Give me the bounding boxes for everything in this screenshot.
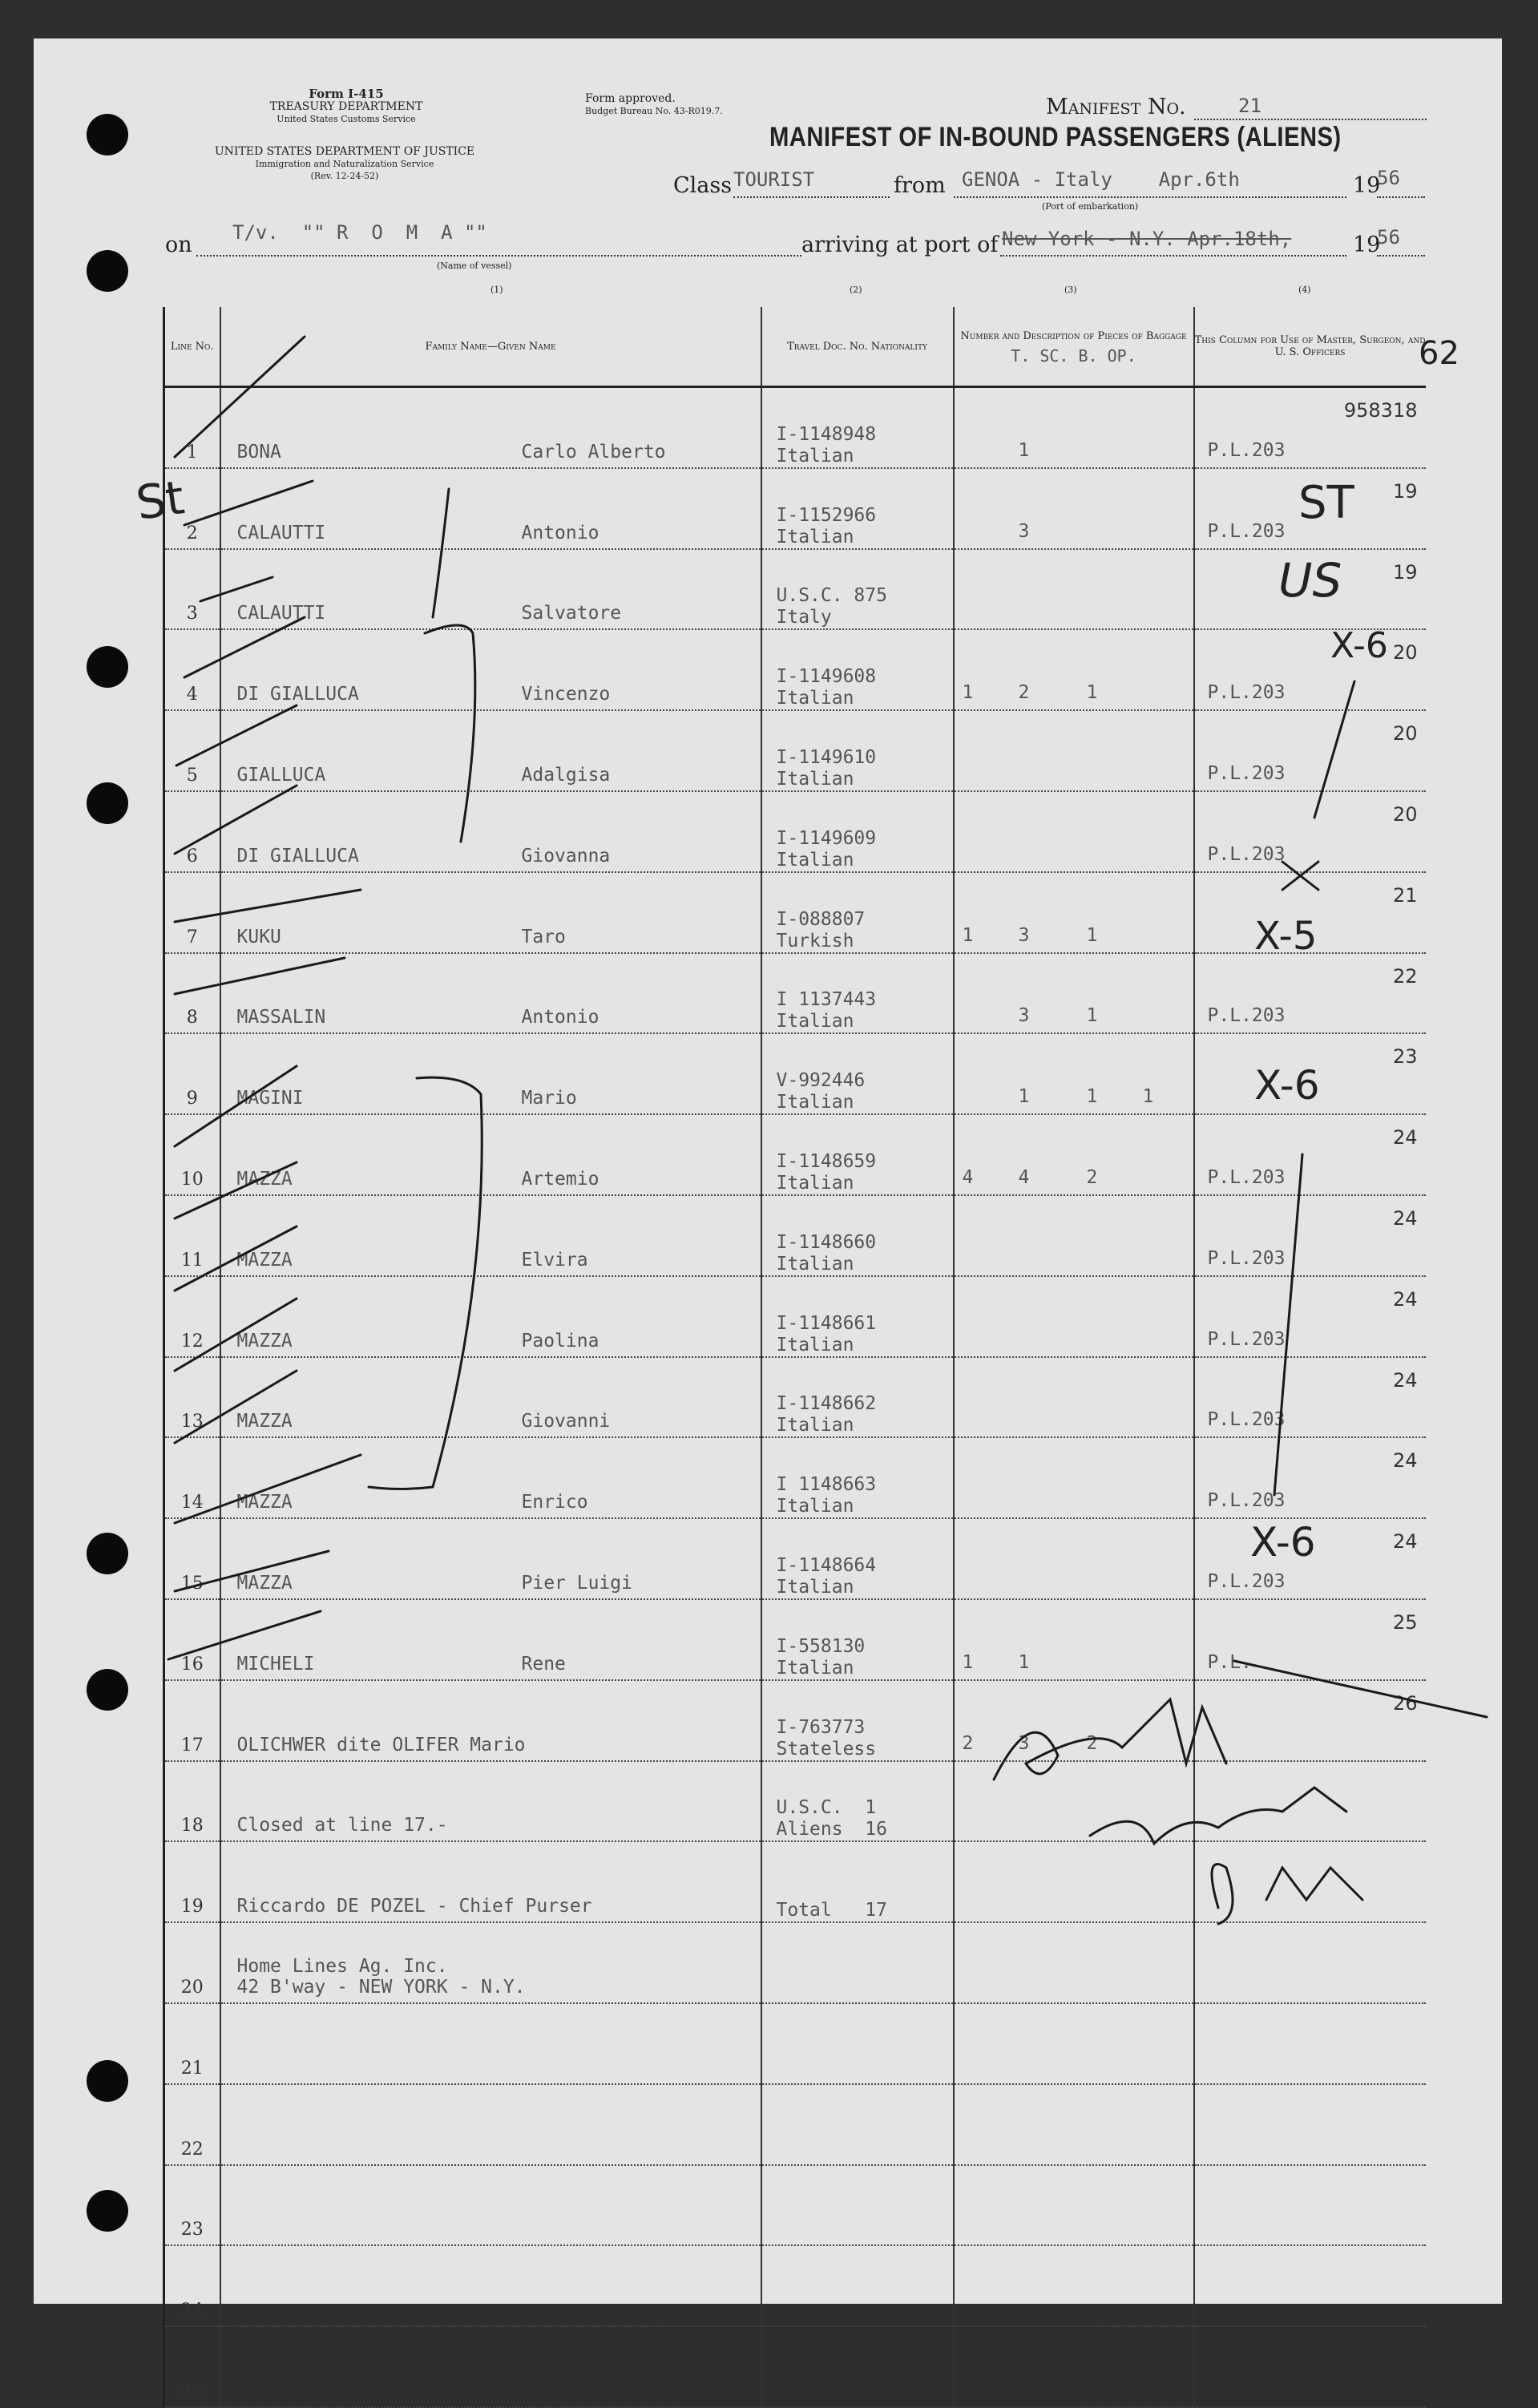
- justice-dept: UNITED STATES DEPARTMENT OF JUSTICE: [214, 145, 475, 158]
- signature-3: [1212, 1865, 1362, 1924]
- officer-number: 20: [1392, 802, 1418, 826]
- line-number: 12: [164, 1276, 220, 1357]
- officer-number: 19: [1392, 479, 1418, 503]
- travel-doc-no: I-763773: [776, 1716, 866, 1738]
- travel-doc-no: U.S.C. 875: [776, 585, 887, 607]
- line-number: 18: [164, 1761, 220, 1842]
- baggage-count: 1: [1142, 1086, 1154, 1108]
- annotation-st-right: ST: [1298, 477, 1354, 529]
- public-law-note: P.L.203: [1207, 520, 1286, 542]
- vessel-name: T/v. "" R O M A "": [232, 221, 487, 244]
- given-name: Artemio: [521, 1168, 599, 1190]
- tick-line-15: [175, 1551, 329, 1591]
- annotation-st-left: St: [132, 470, 188, 531]
- given-name: Vincenzo: [521, 684, 611, 705]
- line-number: 16: [164, 1599, 220, 1680]
- nationality: Italian: [776, 849, 854, 871]
- public-law-note: P.L.203: [1207, 1409, 1286, 1431]
- baggage-count: 1: [1086, 1086, 1098, 1108]
- baggage-count: 1: [1086, 682, 1098, 704]
- line-number: 9: [164, 1033, 220, 1114]
- tick-line-10: [175, 1162, 297, 1218]
- public-law-note: P.L.203: [1207, 682, 1286, 704]
- travel-doc-no: I-1149609: [776, 827, 877, 849]
- line-number: 17: [164, 1680, 220, 1761]
- nationality: Italian: [776, 1657, 854, 1679]
- officer-number: 24: [1392, 1287, 1418, 1311]
- baggage-count: 3: [1018, 520, 1030, 542]
- baggage-count: 2: [962, 1732, 974, 1754]
- travel-doc-no: I-1148659: [776, 1150, 877, 1172]
- given-name: Salvatore: [521, 603, 622, 624]
- family-name: GIALLUCA: [236, 764, 326, 786]
- nationality: Italian: [776, 1334, 854, 1356]
- customs-service: United States Customs Service: [277, 114, 416, 124]
- nationality: Italian: [776, 1011, 854, 1032]
- line-number: 6: [164, 791, 220, 872]
- family-name: Home Lines Ag. Inc. 42 B'way - NEW YORK - N.Y.: [236, 1955, 526, 1998]
- family-name: MAZZA: [236, 1249, 293, 1271]
- family-name: DI GIALLUCA: [236, 684, 359, 705]
- travel-doc-no: I-088807: [776, 908, 866, 930]
- annotation-x-6-a: X-6: [1330, 625, 1388, 666]
- baggage-cell: [954, 2326, 1194, 2407]
- nationality: Italian: [776, 526, 854, 547]
- given-name: Giovanna: [521, 845, 611, 867]
- class-value: TOURIST: [733, 168, 815, 191]
- line-number: 11: [164, 1195, 220, 1276]
- nationality: Italian: [776, 1092, 854, 1113]
- doc-cell: [761, 2326, 954, 2407]
- stamp-line: [1234, 1661, 1487, 1717]
- nationality: Italian: [776, 1576, 854, 1598]
- travel-doc-no: I 1137443: [776, 989, 877, 1011]
- officer-number: 24: [1392, 1206, 1418, 1230]
- line-number: 4: [164, 629, 220, 710]
- given-name: Taro: [521, 926, 566, 947]
- tick-line-8: [175, 958, 345, 994]
- public-law-note: P.L.203: [1207, 439, 1286, 461]
- line-number: 21: [164, 2003, 220, 2084]
- nationality: Italian: [776, 445, 854, 467]
- family-name: MAZZA: [236, 1492, 293, 1513]
- officer-number: 24: [1392, 1449, 1418, 1473]
- family-name: KUKU: [236, 926, 281, 947]
- tick-line-13: [175, 1371, 297, 1443]
- nationality: Italy: [776, 607, 832, 628]
- on-label: on: [165, 232, 192, 257]
- given-name: Mario: [521, 1088, 577, 1109]
- public-law-note: P.L.203: [1207, 1328, 1286, 1350]
- travel-doc-no: I-1148661: [776, 1312, 877, 1334]
- public-law-note: P.L.203: [1207, 1570, 1286, 1592]
- port-of-arrival: New York - N.Y. Apr.18th,: [1002, 228, 1292, 250]
- name-cell: [220, 2326, 761, 2407]
- line-number: 14: [164, 1437, 220, 1518]
- nationality: Aliens 16: [776, 1819, 887, 1840]
- col-header-officers: This Column for Use of Master, Surgeon, and U. S. Officers: [1194, 307, 1426, 387]
- baggage-title: Number and Description of Pieces of Baggage: [960, 330, 1187, 342]
- baggage-count: 1: [1018, 1086, 1030, 1108]
- given-name: Giovanni: [521, 1411, 611, 1432]
- tick-line-5: [176, 705, 297, 766]
- baggage-count: 3: [1018, 1005, 1030, 1027]
- treasury-dept: TREASURY DEPARTMENT: [269, 100, 423, 113]
- travel-doc-no: I-1148660: [776, 1231, 877, 1253]
- public-law-note: P.L.: [1207, 1651, 1252, 1673]
- baggage-count: 2: [1086, 1166, 1098, 1188]
- line-number: 7: [164, 872, 220, 953]
- x-mark-path: [1282, 862, 1318, 890]
- page-number: 62: [1419, 335, 1459, 372]
- bracket-1: [433, 489, 449, 617]
- officer-number: 24: [1392, 1126, 1418, 1149]
- officer-number: 20: [1392, 641, 1418, 665]
- officer-number: 19: [1392, 560, 1418, 584]
- from-label: from: [894, 173, 946, 198]
- baggage-count: 4: [962, 1166, 974, 1188]
- travel-doc-no: I-1149610: [776, 746, 877, 768]
- travel-doc-no: I-1148662: [776, 1393, 877, 1415]
- officer-cell: [1194, 2326, 1426, 2407]
- baggage-count: 2: [1086, 1732, 1098, 1754]
- bracket-2: [425, 625, 475, 842]
- travel-doc-no: V-992446: [776, 1070, 866, 1092]
- officer-number: 24: [1392, 1530, 1418, 1553]
- arriving-label: arriving at port of: [801, 232, 999, 257]
- baggage-count: 2: [1018, 682, 1030, 704]
- officer-number: 22: [1392, 964, 1418, 988]
- family-name: MAZZA: [236, 1411, 293, 1432]
- travel-doc-no: I-1152966: [776, 504, 877, 526]
- form-revision: (Rev. 12-24-52): [310, 171, 379, 181]
- travel-doc-no: I-1149608: [776, 666, 877, 688]
- officer-number: 958318: [1343, 399, 1418, 422]
- baggage-subheads: T. SC. B. OP.: [1011, 346, 1136, 366]
- col-header-name: Family Name—Given Name: [220, 307, 761, 387]
- check-line-a: [1314, 681, 1354, 818]
- tick-line-3: [200, 577, 272, 601]
- family-name: Riccardo DE POZEL - Chief Purser: [236, 1896, 592, 1917]
- tick-line-7: [175, 890, 361, 922]
- given-name: Carlo Alberto: [521, 441, 666, 463]
- travel-doc-no: I-558130: [776, 1635, 866, 1657]
- annotation-x-6-b: X-6: [1254, 1062, 1320, 1109]
- port-of-embarkation: GENOA - Italy Apr.6th: [962, 168, 1240, 191]
- col-header-doc: Travel Doc. No. Nationality: [761, 307, 954, 387]
- year-prefix-2: 19: [1353, 232, 1381, 257]
- column-number-1: (1): [490, 285, 503, 295]
- given-name: Paolina: [521, 1330, 599, 1351]
- tick-line-2: [184, 481, 313, 525]
- family-name: OLICHWER dite OLIFER Mario: [236, 1734, 526, 1755]
- line-number: 5: [164, 710, 220, 791]
- signature-1: [994, 1699, 1226, 1780]
- nationality: Total 17: [776, 1900, 887, 1921]
- family-name: MAGINI: [236, 1088, 304, 1109]
- line-number: 24: [164, 2245, 220, 2326]
- column-number-4: (4): [1298, 285, 1311, 295]
- line-number: 19: [164, 1841, 220, 1922]
- tick-line-9: [175, 1066, 297, 1146]
- baggage-count: 1: [962, 1651, 974, 1673]
- nationality: Italian: [776, 688, 854, 709]
- officer-number: 20: [1392, 722, 1418, 745]
- public-law-note: P.L.203: [1207, 762, 1286, 784]
- nationality: Turkish: [776, 930, 854, 951]
- officer-number: 24: [1392, 1368, 1418, 1392]
- baggage-count: 1: [1086, 924, 1098, 946]
- annotation-x-6-c: X-6: [1250, 1519, 1316, 1566]
- line-number: 23: [164, 2165, 220, 2246]
- given-name: Enrico: [521, 1492, 588, 1513]
- manifest-no-value: 21: [1238, 95, 1261, 117]
- given-name: Adalgisa: [521, 764, 611, 786]
- nationality: Italian: [776, 1496, 854, 1517]
- given-name: Rene: [521, 1653, 566, 1675]
- officer-number: 25: [1392, 1610, 1418, 1634]
- officer-number: 23: [1392, 1045, 1418, 1069]
- year-2: 56: [1377, 226, 1400, 248]
- column-number-2: (2): [850, 285, 862, 295]
- tick-line-6: [175, 786, 297, 854]
- line-number: 25: [164, 2326, 220, 2407]
- public-law-note: P.L.203: [1207, 1490, 1286, 1512]
- nationality: Italian: [776, 1415, 854, 1436]
- signature-2: [1090, 1788, 1346, 1844]
- column-number-3: (3): [1064, 285, 1077, 295]
- public-law-note: P.L.203: [1207, 1166, 1286, 1188]
- check-line-b: [1274, 1154, 1302, 1495]
- baggage-count: 1: [1018, 1651, 1030, 1673]
- baggage-count: 3: [1018, 924, 1030, 946]
- family-name: MAZZA: [236, 1330, 293, 1351]
- baggage-count: 1: [962, 682, 974, 704]
- family-name: Closed at line 17.-: [236, 1815, 448, 1836]
- tick-line-12: [175, 1299, 297, 1371]
- travel-doc-no: I-1148948: [776, 423, 877, 445]
- family-name: DI GIALLUCA: [236, 845, 359, 867]
- line-number: 8: [164, 953, 220, 1034]
- travel-doc-no: I 1148663: [776, 1474, 877, 1496]
- line-number: 10: [164, 1114, 220, 1195]
- annotation-us: US: [1278, 553, 1342, 608]
- year-1: 56: [1377, 167, 1400, 189]
- family-name: MASSALIN: [236, 1007, 326, 1028]
- form-approved: Form approved.: [585, 92, 676, 105]
- ins-service: Immigration and Naturalization Service: [255, 159, 434, 169]
- travel-doc-no: I-1148664: [776, 1554, 877, 1576]
- baggage-count: 3: [1018, 1732, 1030, 1754]
- bracket-3: [369, 1077, 482, 1489]
- officer-number: 21: [1392, 883, 1418, 907]
- line-number: 15: [164, 1518, 220, 1599]
- tick-line-11: [175, 1226, 297, 1291]
- family-name: CALAUTTI: [236, 522, 326, 543]
- manifest-no-label: Manifest No.: [1046, 95, 1186, 119]
- line-number: 13: [164, 1357, 220, 1438]
- family-name: MAZZA: [236, 1168, 293, 1190]
- nationality: Italian: [776, 768, 854, 790]
- given-name: Antonio: [521, 1007, 599, 1028]
- tick-line-4: [184, 617, 305, 677]
- public-law-note: P.L.203: [1207, 1005, 1286, 1027]
- line-number: 3: [164, 549, 220, 630]
- baggage-count: 4: [1018, 1166, 1030, 1188]
- baggage-count: 1: [1086, 1005, 1098, 1027]
- public-law-note: P.L.203: [1207, 843, 1286, 865]
- annotation-x-5: X-5: [1254, 914, 1318, 959]
- budget-bureau-no: Budget Bureau No. 43-R019.7.: [585, 106, 723, 116]
- baggage-count: 1: [1018, 439, 1030, 461]
- tick-line-16: [168, 1611, 321, 1659]
- manifest-title: MANIFEST OF IN-BOUND PASSENGERS (ALIENS): [769, 122, 1342, 152]
- vessel-caption: (Name of vessel): [437, 261, 512, 271]
- col-header-line: Line No.: [164, 307, 220, 387]
- year-prefix-1: 19: [1353, 173, 1381, 198]
- given-name: Pier Luigi: [521, 1572, 632, 1594]
- given-name: Elvira: [521, 1249, 588, 1271]
- line-number: 2: [164, 468, 220, 549]
- public-law-note: P.L.203: [1207, 1247, 1286, 1269]
- nationality: Stateless: [776, 1738, 877, 1760]
- port-caption: (Port of embarkation): [1042, 201, 1139, 212]
- nationality: Italian: [776, 1172, 854, 1194]
- table-row: [164, 2326, 1426, 2407]
- class-label: Class: [673, 173, 733, 198]
- line-number: 22: [164, 2084, 220, 2165]
- travel-doc-no: U.S.C. 1: [776, 1797, 877, 1819]
- given-name: Antonio: [521, 522, 599, 543]
- tick-line-1: [175, 337, 305, 457]
- line-number: 20: [164, 1922, 220, 2003]
- officer-number: 26: [1392, 1691, 1418, 1715]
- tick-line-14: [175, 1455, 361, 1523]
- family-name: MICHELI: [236, 1653, 315, 1675]
- family-name: BONA: [236, 441, 281, 463]
- nationality: Italian: [776, 1253, 854, 1275]
- form-number: Form I-415: [309, 87, 384, 101]
- family-name: MAZZA: [236, 1572, 293, 1594]
- baggage-count: 1: [962, 924, 974, 946]
- family-name: CALAUTTI: [236, 603, 326, 624]
- line-number: 1: [164, 387, 220, 468]
